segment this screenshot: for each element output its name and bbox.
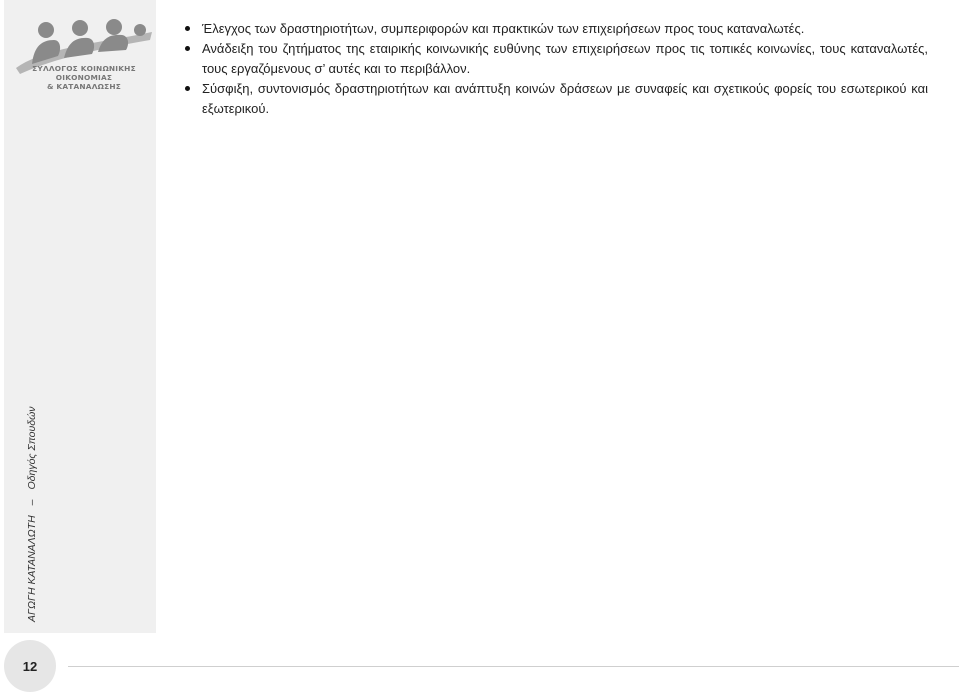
list-item [183, 39, 928, 79]
main-content [183, 19, 928, 119]
running-footer-title: ΑΓΩΓΗ ΚΑΤΑΝΑΛΩΤΗ [26, 515, 38, 622]
list-item-text: Ανάδειξη του ζητήματος της εταιρικής κοινωνικής ευθύνης των επιχειρήσεων προς τις τοπικές κοινωνίες, τους καταναλωτές, τους εργαζόμενους σ’ αυτές και το περιβάλλον. [202, 41, 928, 76]
sidebar [4, 0, 156, 633]
bullet-list [183, 19, 928, 119]
list-item-text: Έλεγχος των δραστηριοτήτων, συμπεριφορών και πρακτικών των επιχειρήσεων προς τους καταναλωτές. [202, 21, 805, 36]
running-footer-separator: – [26, 499, 38, 506]
logo-text-line1: ΣΥΛΛΟΓΟΣ ΚΟΙΝΩΝΙΚΗΣ ΟΙΚΟΝΟΜΙΑΣ [32, 64, 136, 82]
footer-divider [68, 666, 959, 667]
page-number: 12 [22, 658, 38, 674]
bullet-icon [185, 26, 190, 31]
running-footer-subtitle: Οδηγός Σπουδών [26, 406, 38, 490]
logo-text-line2: & ΚΑΤΑΝΑΛΩΣΗΣ [46, 82, 122, 91]
list-item-text: Σύσφιξη, συντονισμός δραστηριοτήτων και ανάπτυξη κοινών δράσεων με συναφείς και σχετικούς φορείς του εσωτερικού και εξωτερικού. [202, 81, 928, 116]
bullet-icon [185, 86, 190, 91]
logo-text [14, 64, 154, 91]
bullet-icon [185, 46, 190, 51]
vertical-running-footer [26, 406, 38, 622]
list-item [183, 79, 928, 119]
list-item [183, 19, 928, 39]
page-number-badge [4, 640, 56, 692]
